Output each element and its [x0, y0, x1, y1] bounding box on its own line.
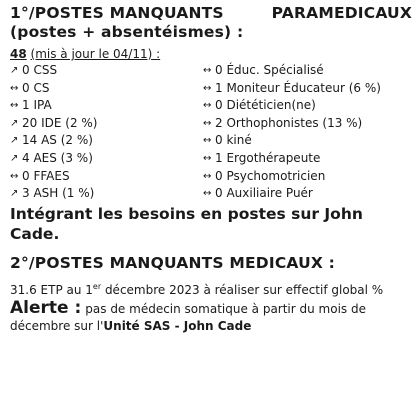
- position-label: 3 ASH (1 %): [22, 186, 95, 201]
- count-line: [10, 46, 412, 62]
- arrow-up-right-icon: ↗: [10, 188, 19, 200]
- double-arrow-horizontal-icon: ↔: [10, 82, 19, 94]
- position-label: 1 Moniteur Éducateur (6 %): [215, 80, 381, 95]
- alert-line: [10, 297, 412, 335]
- position-item: [203, 150, 412, 168]
- position-label: 1 IPA: [22, 98, 52, 113]
- double-arrow-horizontal-icon: ↔: [10, 170, 19, 182]
- position-label: 0 Diététicien(ne): [215, 98, 316, 113]
- document: [10, 4, 412, 335]
- alert-unit: Unité SAS - John Cade: [103, 318, 252, 333]
- double-arrow-horizontal-icon: ↔: [203, 188, 212, 200]
- position-label: 0 CS: [22, 80, 50, 95]
- double-arrow-horizontal-icon: ↔: [203, 82, 212, 94]
- integrant-note: Intégrant les besoins en postes sur John Cade.: [10, 204, 363, 243]
- position-label: 0 Psychomotricien: [215, 168, 326, 183]
- position-item: [10, 115, 203, 133]
- position-item: [203, 168, 412, 186]
- double-arrow-horizontal-icon: ↔: [203, 170, 212, 182]
- alert-label: Alerte :: [10, 297, 82, 318]
- position-label: 4 AES (3 %): [22, 150, 93, 165]
- double-arrow-horizontal-icon: ↔: [203, 135, 212, 147]
- double-arrow-horizontal-icon: ↔: [203, 152, 212, 164]
- etp-after: décembre 2023 à réaliser sur effectif global %: [101, 282, 384, 297]
- update-note: (mis à jour le 04/11) :: [30, 47, 161, 61]
- position-item: [10, 62, 203, 80]
- position-label: 2 Orthophonistes (13 %): [215, 115, 363, 130]
- position-item: [203, 97, 412, 115]
- position-item: [10, 80, 203, 98]
- etp-sup: er: [92, 281, 102, 291]
- position-label: 0 CSS: [22, 63, 58, 77]
- title-subline: (postes + absentéismes) :: [10, 23, 244, 41]
- position-item: [10, 150, 203, 168]
- double-arrow-horizontal-icon: ↔: [203, 100, 212, 112]
- arrow-up-right-icon: ↗: [10, 65, 19, 76]
- double-arrow-horizontal-icon: ↔: [203, 65, 212, 76]
- position-item: [203, 132, 412, 150]
- position-item: [203, 62, 412, 80]
- position-label: 14 AS (2 %): [22, 133, 93, 148]
- position-item: [203, 80, 412, 98]
- section1-title: [10, 4, 412, 42]
- position-item: [10, 132, 203, 150]
- arrow-up-right-icon: ↗: [10, 135, 19, 147]
- positions-grid: [10, 62, 412, 203]
- position-item: [10, 97, 203, 115]
- position-label: 0 Auxiliaire Puér: [215, 186, 313, 201]
- arrow-up-right-icon: ↗: [10, 152, 19, 164]
- position-label: 1 Ergothérapeute: [215, 150, 321, 165]
- etp-line: [10, 278, 412, 299]
- position-label: 0 FFAES: [22, 168, 70, 183]
- double-arrow-horizontal-icon: ↔: [203, 117, 212, 129]
- position-label: 0 Éduc. Spécialisé: [215, 63, 324, 77]
- arrow-up-right-icon: ↗: [10, 117, 19, 129]
- etp-before: 31.6 ETP au 1: [10, 282, 93, 297]
- position-label: 0 kiné: [215, 133, 252, 148]
- alert-text: pas de médecin somatique à partir du mois de décembre sur l': [10, 301, 366, 333]
- double-arrow-horizontal-icon: ↔: [10, 100, 19, 112]
- position-item: [203, 185, 412, 203]
- title-left: 1°/POSTES MANQUANTS: [10, 4, 224, 22]
- title-right: PARAMEDICAUX: [271, 4, 412, 22]
- position-item: [10, 185, 203, 203]
- position-item: [10, 168, 203, 186]
- total-count: 48: [10, 47, 27, 61]
- section2-title: 2°/POSTES MANQUANTS MEDICAUX :: [10, 253, 336, 272]
- position-item: [203, 115, 412, 133]
- position-label: 20 IDE (2 %): [22, 115, 98, 130]
